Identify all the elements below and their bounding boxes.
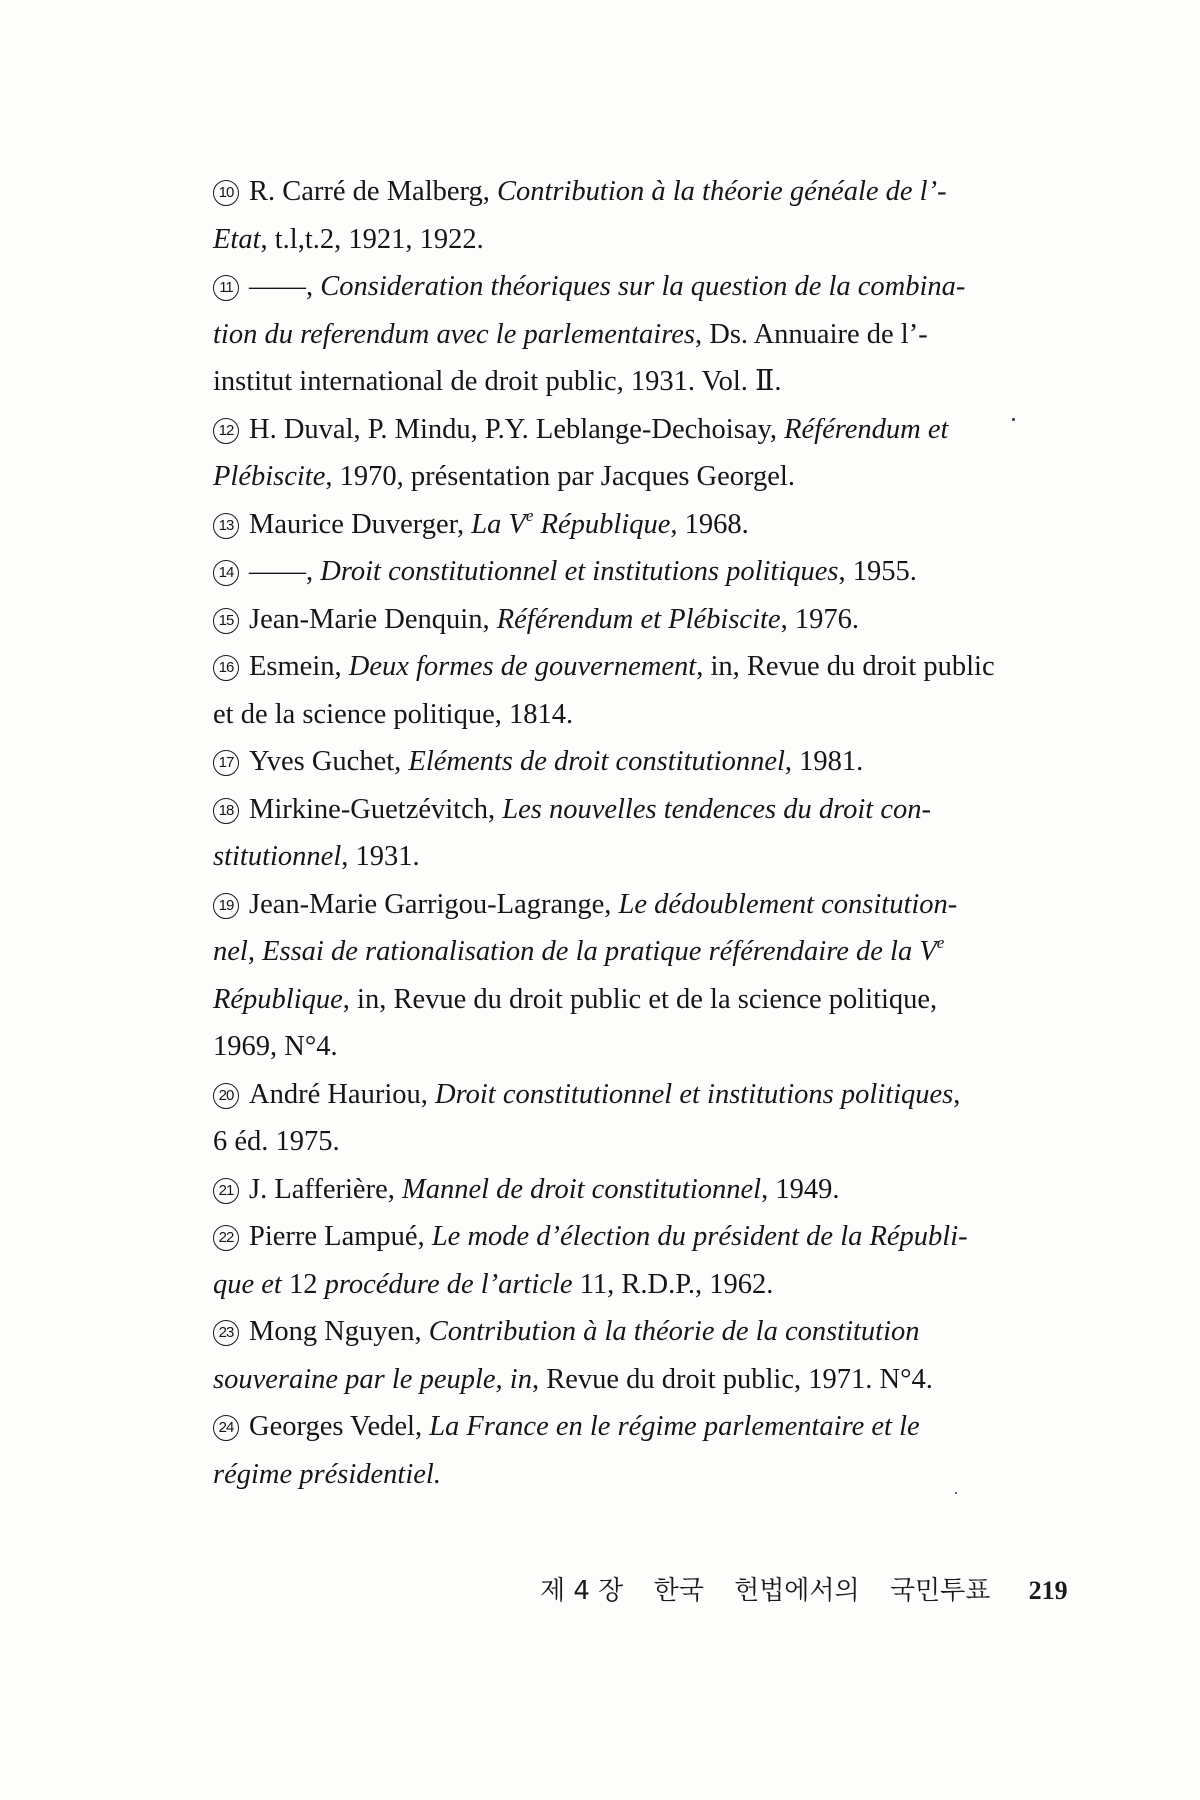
reference-text: 11, R.D.P., 1962. (579, 1268, 774, 1300)
reference-item (213, 1403, 1023, 1498)
reference-text: , 1955. (838, 556, 917, 587)
reference-line (213, 1308, 1023, 1356)
reference-item (213, 1071, 1023, 1166)
page-number: 219 (1028, 1576, 1068, 1605)
reference-text: e (525, 505, 534, 525)
reference-line (213, 358, 1023, 406)
reference-line (213, 691, 1023, 739)
reference-line (213, 1213, 1023, 1261)
italic-title-text: Etat (213, 223, 261, 255)
reference-item (213, 786, 1023, 881)
reference-text: 6 éd. 1975. (213, 1126, 340, 1157)
italic-title-text: Plébiscite (213, 461, 326, 492)
reference-line (213, 1451, 1023, 1499)
reference-text: , t.l,t.2, 1921, 1922. (260, 223, 484, 255)
chapter-title-word-3: 국민투표 (889, 1576, 991, 1606)
reference-item (213, 501, 1023, 549)
italic-title-text: stitutionnel (213, 841, 342, 872)
reference-text: ——, (249, 271, 321, 302)
reference-text: Jean-Marie Garrigou-Lagrange, (249, 888, 619, 920)
reference-text: , 1949. (761, 1173, 840, 1205)
reference-line (213, 501, 1023, 549)
reference-item (213, 1308, 1023, 1403)
reference-line (213, 1261, 1023, 1309)
circled-number-icon: 17 (213, 750, 239, 776)
reference-text: Esmein, (249, 651, 349, 682)
reference-text: Maurice Duverger, (249, 508, 472, 540)
italic-title-text: tion du referendum avec le parlementaires (213, 318, 695, 350)
reference-text: Yves Guchet, (249, 746, 409, 777)
italic-title-text: Contribution à la théorie de la constitution (428, 1316, 920, 1347)
italic-title-text: Contribution à la théorie généale de l’- (496, 176, 947, 207)
scan-speck (1012, 418, 1015, 421)
italic-title-text: La France en le régime parlementaire et le (429, 1411, 920, 1442)
chapter-title-word-2: 헌법에서의 (734, 1576, 860, 1606)
italic-title-text: Mannel de droit constitutionnel (401, 1173, 762, 1205)
reference-line (213, 1166, 1023, 1214)
reference-text: , 1976. (780, 603, 859, 635)
circled-number-icon: 10 (213, 180, 239, 206)
reference-text: , (953, 1078, 961, 1110)
chapter-title-word-1: 한국 (653, 1576, 704, 1606)
italic-title-text: Les nouvelles tendences du droit con- (502, 793, 931, 825)
reference-text: , 1970, présentation par Jacques Georgel. (325, 461, 795, 492)
circled-number-icon: 11 (213, 275, 239, 301)
reference-text: H. Duval, P. Mindu, P.Y. Leblange-Dechoisay, (249, 413, 785, 445)
circled-number-icon: 16 (213, 655, 239, 681)
italic-title-text: Le dédoublement consitution- (618, 888, 958, 920)
reference-text: , in, Revue du droit public et de la science politique, (342, 983, 938, 1015)
reference-item (213, 263, 1023, 406)
italic-title-text: Le mode d’élection du président de la Républi- (431, 1221, 968, 1252)
italic-title-text: La V (471, 508, 526, 540)
reference-line (213, 406, 1023, 454)
reference-line (213, 1356, 1023, 1404)
italic-title-text: Référendum et (784, 413, 949, 445)
italic-title-text: régime présidentiel. (213, 1458, 441, 1490)
reference-text: Pierre Lampué, (249, 1221, 432, 1252)
italic-title-text: Droit constitutionnel et institutions politiques (320, 556, 839, 587)
circled-number-icon: 23 (213, 1320, 239, 1346)
reference-line (213, 168, 1023, 216)
reference-line (213, 738, 1023, 786)
reference-text: Mirkine-Guetzévitch, (249, 793, 503, 825)
reference-item (213, 548, 1023, 596)
reference-line (213, 928, 1023, 976)
reference-list (213, 168, 1023, 1498)
reference-text: , in, Revue du droit public (696, 651, 995, 682)
reference-item (213, 881, 1023, 1071)
reference-line (213, 453, 1023, 501)
reference-text: Jean-Marie Denquin, (249, 603, 497, 635)
circled-number-icon: 12 (213, 418, 239, 444)
circled-number-icon: 13 (213, 513, 239, 539)
italic-title-text: Consideration théoriques sur la question de la combina- (320, 271, 966, 302)
italic-title-text: procédure de l’article (324, 1268, 580, 1300)
reference-line (213, 548, 1023, 596)
circled-number-icon: 21 (213, 1178, 239, 1204)
reference-text: , Ds. Annuaire de l’- (695, 318, 928, 350)
reference-item (213, 406, 1023, 501)
reference-text: R. Carré de Malberg, (249, 176, 497, 207)
reference-line (213, 596, 1023, 644)
reference-text: institut international de droit public, 1931. Vol. Ⅱ. (213, 366, 782, 397)
reference-line (213, 1071, 1023, 1119)
reference-text: e (936, 933, 945, 952)
reference-line (213, 976, 1023, 1024)
italic-title-text: souveraine par le peuple, in (213, 1363, 532, 1395)
circled-number-icon: 22 (213, 1225, 239, 1251)
reference-line (213, 311, 1023, 359)
reference-text: , 1968. (670, 508, 749, 540)
reference-line (213, 216, 1023, 264)
circled-number-icon: 24 (213, 1415, 239, 1441)
running-footer (540, 1570, 1068, 1607)
reference-text: , Revue du droit public, 1971. N°4. (531, 1363, 933, 1395)
reference-text: André Hauriou, (249, 1078, 435, 1110)
italic-title-text: que et (213, 1268, 289, 1300)
reference-text: Mong Nguyen, (249, 1316, 429, 1347)
italic-title-text: Référendum et Plébiscite (496, 603, 781, 635)
reference-line (213, 786, 1023, 834)
reference-line (213, 1118, 1023, 1166)
reference-line (213, 1403, 1023, 1451)
reference-item (213, 168, 1023, 263)
reference-text: 12 (288, 1268, 325, 1300)
reference-item (213, 1213, 1023, 1308)
reference-item (213, 1166, 1023, 1214)
reference-line (213, 263, 1023, 311)
circled-number-icon: 14 (213, 560, 239, 586)
italic-title-text: nel, Essai de rationalisation de la pratique référendaire de la V (213, 936, 937, 967)
reference-item (213, 643, 1023, 738)
circled-number-icon: 19 (213, 893, 239, 919)
reference-text: et de la science politique, 1814. (213, 698, 574, 730)
italic-title-text: Eléments de droit constitutionnel (408, 746, 785, 777)
reference-text: ——, (249, 556, 321, 587)
reference-item (213, 738, 1023, 786)
italic-title-text: République (213, 983, 343, 1015)
reference-item (213, 596, 1023, 644)
circled-number-icon: 15 (213, 608, 239, 634)
italic-title-text: Deux formes de gouvernement (348, 651, 697, 682)
reference-text: , 1931. (341, 841, 420, 872)
chapter-label: 제 4 장 (540, 1576, 624, 1606)
scan-speck (955, 1492, 957, 1494)
reference-line (213, 833, 1023, 881)
reference-text: J. Lafferière, (249, 1173, 402, 1205)
reference-line (213, 643, 1023, 691)
reference-line (213, 1023, 1023, 1071)
reference-text: 1969, N°4. (213, 1031, 338, 1062)
circled-number-icon: 20 (213, 1083, 239, 1109)
reference-text: , 1981. (784, 746, 864, 777)
reference-text: Georges Vedel, (249, 1411, 430, 1442)
circled-number-icon: 18 (213, 798, 239, 824)
italic-title-text: Droit constitutionnel et institutions politiques (435, 1078, 954, 1110)
reference-line (213, 881, 1023, 929)
italic-title-text: République (533, 508, 671, 540)
